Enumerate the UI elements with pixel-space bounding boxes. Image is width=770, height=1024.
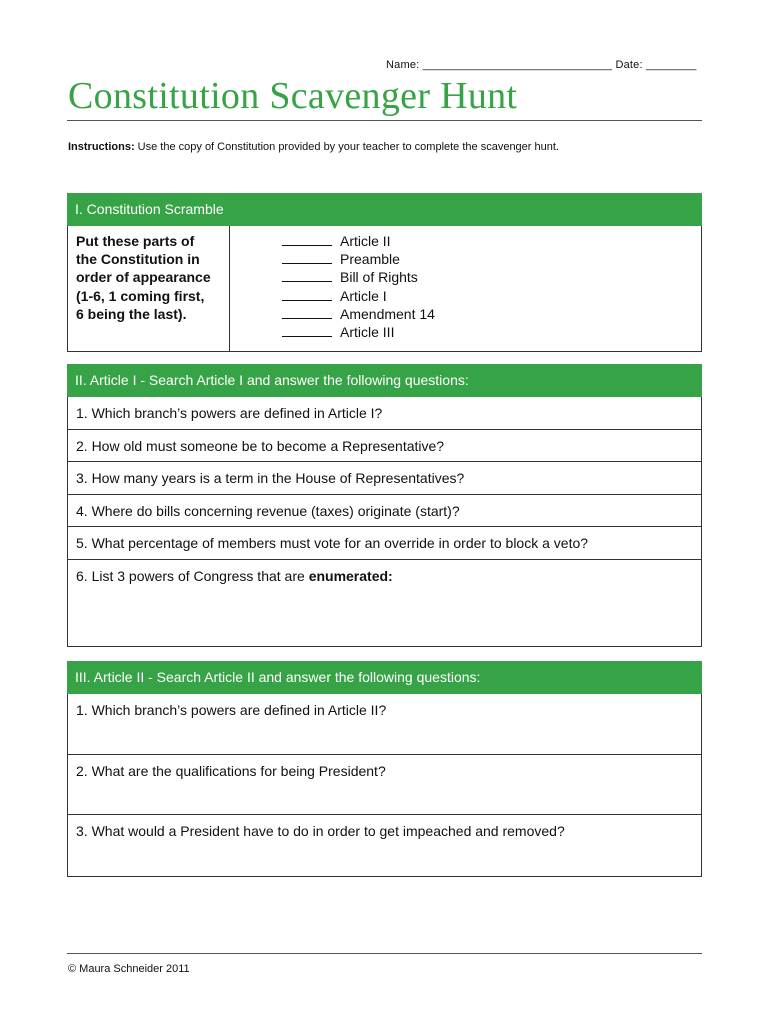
- question-row[interactable]: [68, 495, 701, 528]
- question-text: 5. What percentage of members must vote for an override in order to block a veto?: [76, 535, 589, 552]
- question-text: 3. What would a President have to do in order to get impeached and removed?: [76, 823, 565, 839]
- answer-blank[interactable]: [282, 269, 332, 282]
- scramble-item-label: Preamble: [340, 251, 400, 268]
- section-article-two: [67, 661, 702, 877]
- scramble-instruction-line: Put these parts of: [76, 233, 195, 249]
- answer-blank[interactable]: [282, 324, 332, 337]
- scramble-item: [282, 250, 435, 268]
- question-text: 3. How many years is a term in the House of Representatives?: [76, 470, 465, 487]
- section-heading: II. Article I - Search Article I and answer the following questions:: [67, 364, 702, 397]
- answer-blank[interactable]: [282, 288, 332, 301]
- questions-box: [67, 397, 702, 647]
- copyright: © Maura Schneider 2011: [68, 963, 190, 975]
- scramble-item: [282, 268, 435, 286]
- answer-blank[interactable]: [282, 306, 332, 319]
- scramble-item-label: Bill of Rights: [340, 269, 418, 286]
- question-row[interactable]: [68, 462, 701, 495]
- scramble-item-label: Article II: [340, 233, 391, 249]
- section-article-one: [67, 364, 702, 647]
- question-row[interactable]: [68, 755, 701, 816]
- section-heading: I. Constitution Scramble: [67, 193, 702, 226]
- question-row[interactable]: [68, 694, 701, 755]
- scramble-item: [282, 232, 435, 250]
- question-6-emphasis: enumerated:: [308, 567, 393, 584]
- question-row[interactable]: [68, 430, 701, 463]
- instructions: [68, 141, 559, 153]
- scramble-instruction-line: (1-6, 1 coming first,: [76, 287, 205, 304]
- instructions-label: Instructions:: [68, 141, 135, 153]
- instructions-text: Use the copy of Constitution provided by your teacher to complete the scavenger hunt.: [134, 141, 559, 153]
- question-text: 2. What are the qualifications for being President?: [76, 762, 386, 779]
- question-row[interactable]: [68, 560, 701, 646]
- question-row[interactable]: [68, 397, 701, 430]
- scramble-item: [282, 323, 435, 341]
- scramble-box: [67, 226, 702, 352]
- question-text: 1. Which branch’s powers are defined in Article II?: [76, 702, 387, 718]
- question-row[interactable]: [68, 815, 701, 876]
- question-row[interactable]: [68, 527, 701, 560]
- scramble-instructions: [68, 226, 230, 351]
- question-text: 1. Which branch’s powers are defined in Article I?: [76, 405, 383, 421]
- scramble-item-label: Article I: [340, 287, 387, 304]
- question-text: 2. How old must someone be to become a Representative?: [76, 437, 445, 454]
- question-6-text: 6. List 3 powers of Congress that are: [76, 567, 309, 584]
- scramble-list: [230, 226, 435, 351]
- scramble-item-label: Amendment 14: [340, 305, 435, 322]
- scramble-item: [282, 287, 435, 305]
- footer-divider: [67, 953, 702, 954]
- questions-box: [67, 694, 702, 877]
- scramble-instruction-line: order of appearance: [76, 269, 211, 286]
- scramble-instruction-line: the Constitution in: [76, 251, 200, 268]
- scramble-item-label: Article III: [340, 324, 395, 341]
- section-constitution-scramble: [67, 193, 702, 352]
- page-title: Constitution Scavenger Hunt: [68, 75, 518, 117]
- question-text: 4. Where do bills concerning revenue (taxes) originate (start)?: [76, 502, 460, 519]
- scramble-instruction-line: 6 being the last).: [76, 305, 187, 322]
- question-text: [76, 568, 393, 584]
- answer-blank[interactable]: [282, 233, 332, 246]
- title-divider: [67, 120, 702, 121]
- scramble-item: [282, 305, 435, 323]
- answer-blank[interactable]: [282, 251, 332, 264]
- section-heading: III. Article II - Search Article II and answer the following questions:: [67, 661, 702, 694]
- name-date-line: Name: ______________________________ Date: ________: [386, 59, 697, 71]
